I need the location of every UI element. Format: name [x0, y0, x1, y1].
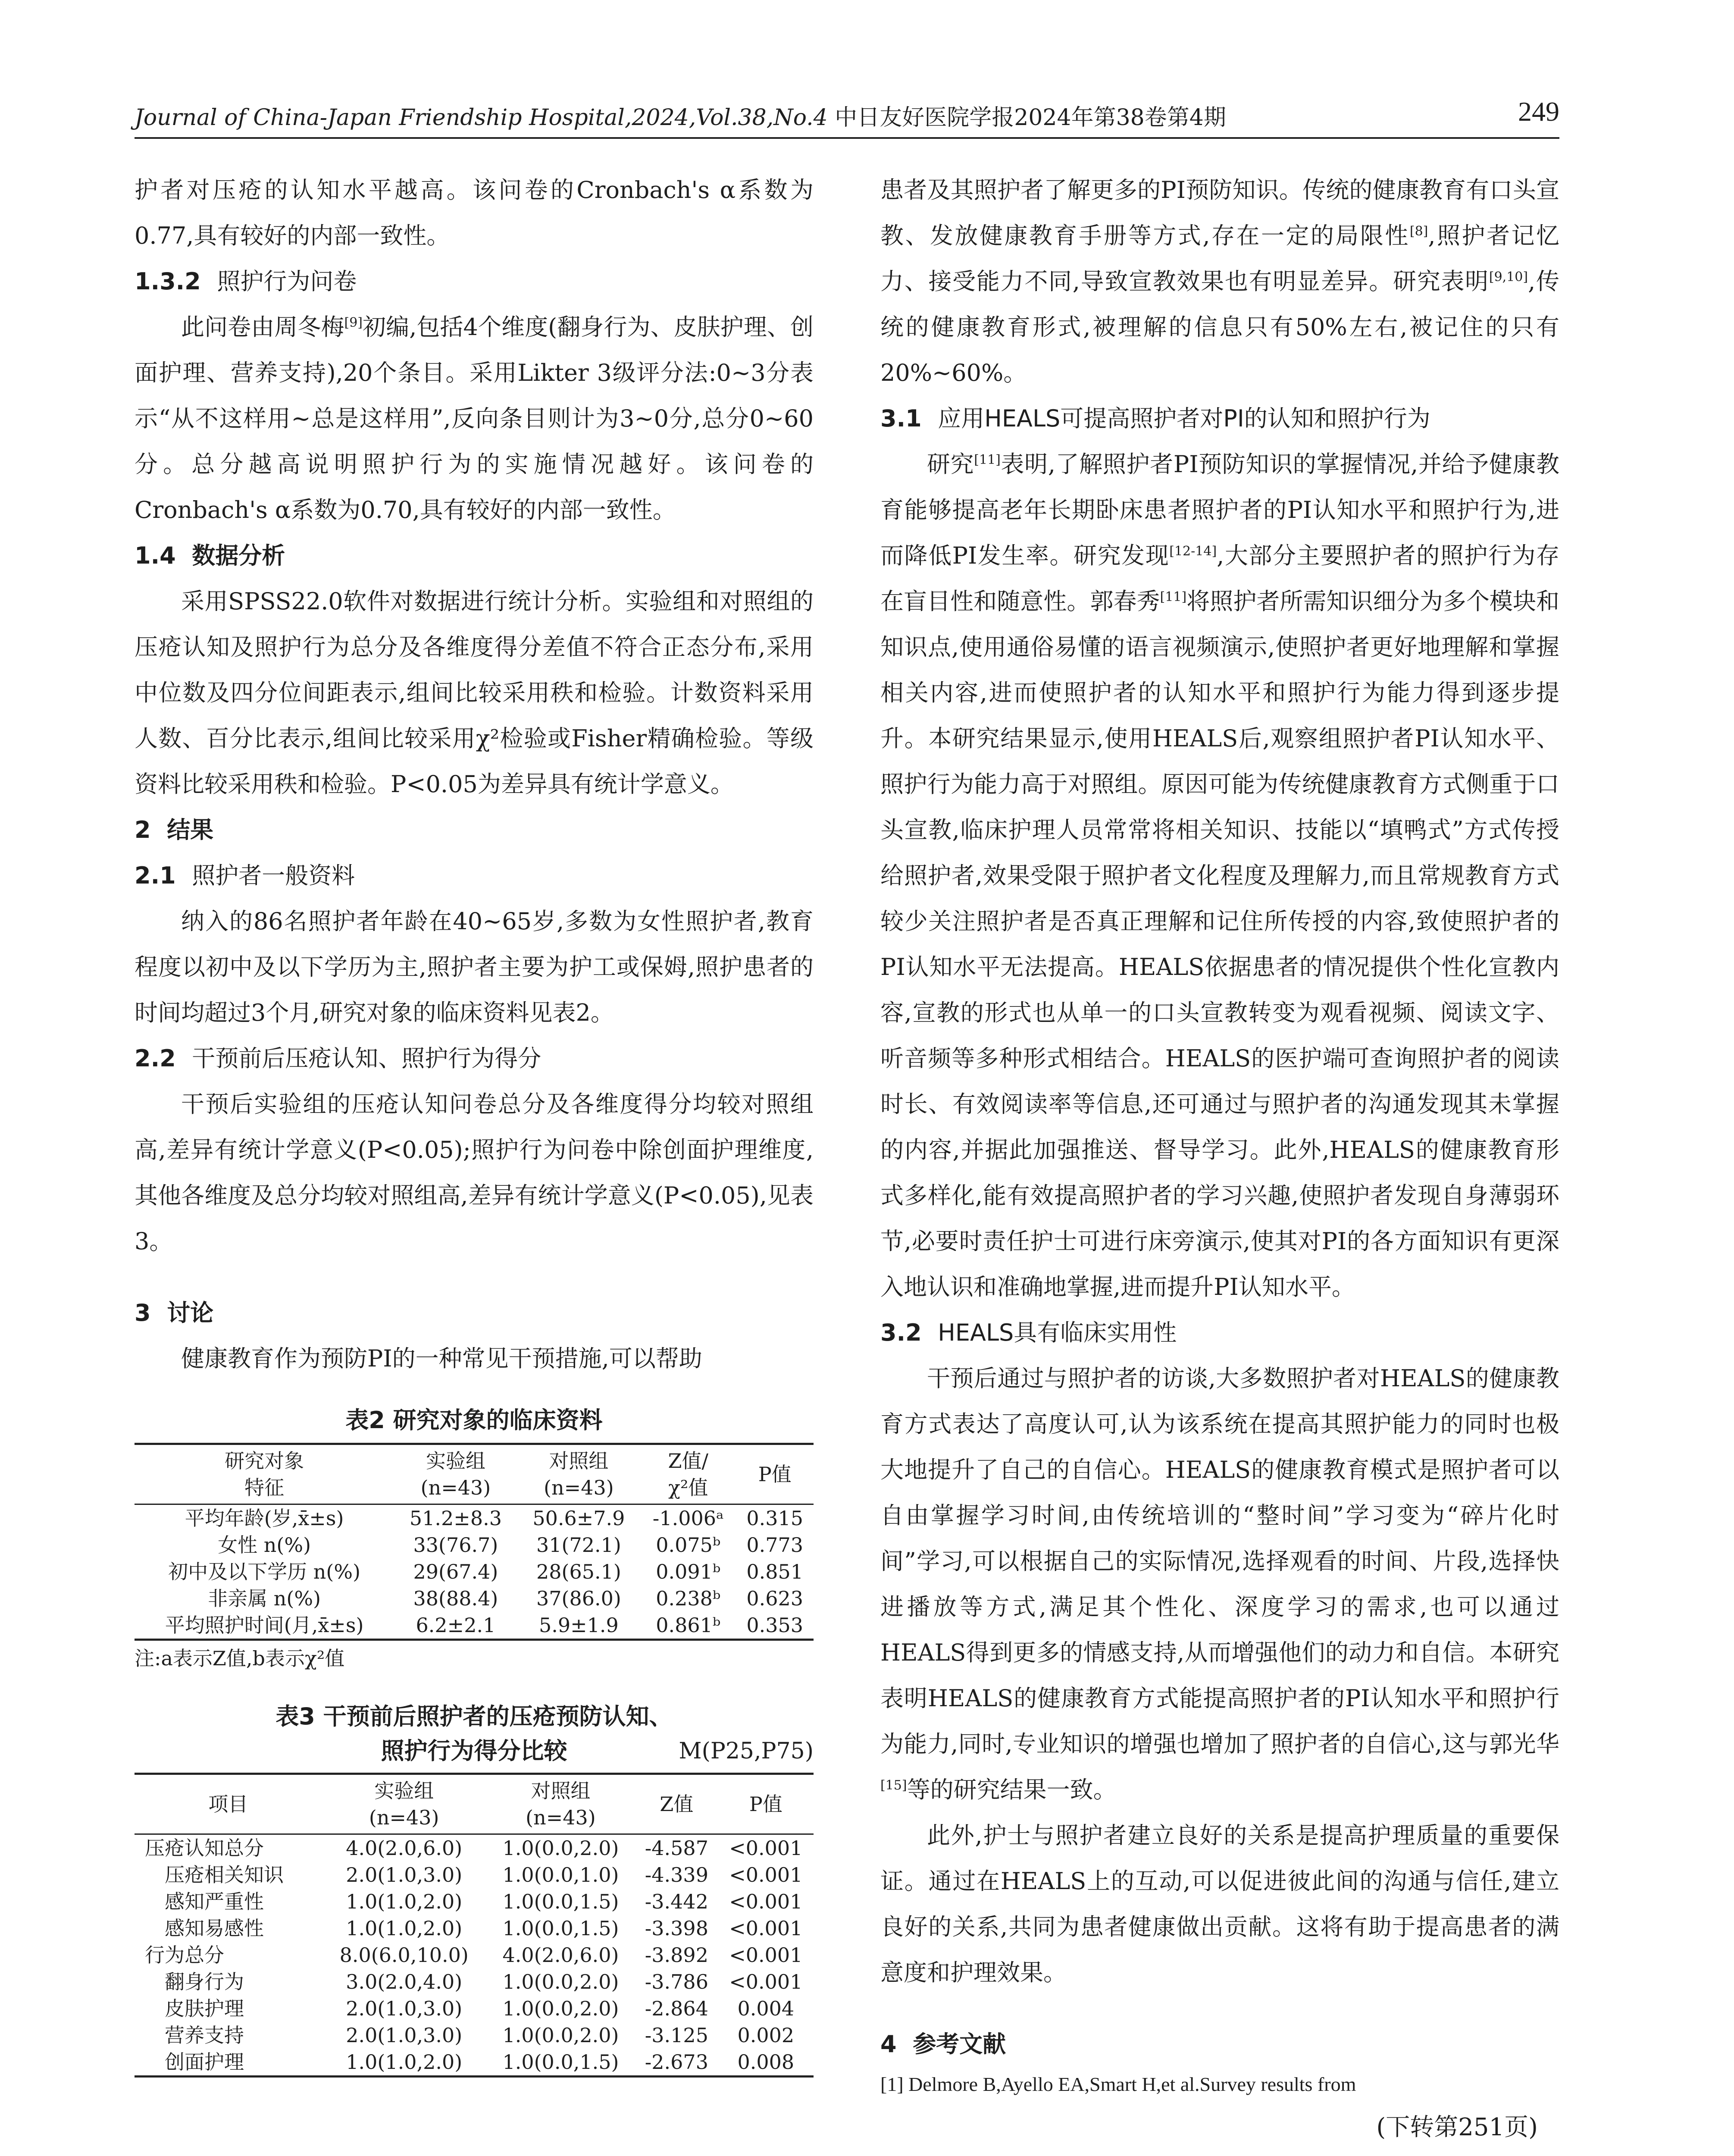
cell: -2.673 [635, 2049, 718, 2077]
section-title: 参考文献 [913, 2031, 1006, 2058]
cell: -4.339 [645, 1863, 708, 1887]
table2-note: 注:a表示Z值,b表示χ²值 [135, 1647, 345, 1670]
cell: 31(72.1) [536, 1533, 621, 1557]
text: 等的研究结果一致。 [907, 1776, 1117, 1803]
cell: 女性 n(%) [218, 1533, 311, 1557]
table-row [135, 1504, 814, 1532]
table3-header: P值 [718, 1774, 814, 1834]
table2-header [640, 1444, 736, 1504]
table-row [135, 1585, 814, 1612]
cell: 50.6±7.9 [532, 1507, 625, 1530]
table-row [135, 1861, 814, 1888]
text: 患者及其照护者了解更多的PI预防知识。传统的健康教育有口头宣教、发放健康教育手册等方式,存在一定的局限性 [880, 176, 1559, 249]
table-row [135, 1558, 814, 1585]
paragraph [880, 167, 1559, 396]
cell: <0.001 [729, 1863, 803, 1887]
cell: 压疮相关知识 [165, 1863, 284, 1887]
cell: 1.0(1.0,2.0) [322, 2049, 486, 2077]
table-row [135, 1532, 814, 1558]
paragraph [880, 442, 1559, 1310]
section-number: 1.4 [135, 542, 176, 569]
cell: 6.2±2.1 [394, 1612, 517, 1640]
cell: -2.864 [645, 1997, 708, 2020]
text: 此问卷由周冬梅 [181, 313, 344, 341]
header-ctl-n: (n=43) [526, 1806, 596, 1829]
header-exp-n: (n=43) [420, 1476, 491, 1499]
section-title: 干预前后压疮认知、照护行为得分 [192, 1045, 541, 1072]
cell: <0.001 [729, 1943, 803, 1967]
section-number: 2.2 [135, 1045, 176, 1072]
citation: [9,10] [1489, 270, 1528, 285]
table-row [135, 1888, 814, 1915]
section-number: 4 [880, 2031, 897, 2058]
cell: 翻身行为 [165, 1970, 244, 1993]
cell: 4.0(2.0,6.0) [346, 1836, 463, 1860]
journal-meta: ,2024,Vol.38,No.4 [624, 105, 828, 131]
cell: 感知易感性 [165, 1917, 264, 1940]
table2-header [394, 1444, 517, 1504]
cell: 行为总分 [145, 1943, 224, 1967]
cell: 1.0(1.0,2.0) [346, 1917, 463, 1940]
cell: 1.0(0.0,1.5) [502, 1890, 619, 1913]
section-heading [135, 1290, 814, 1336]
table3-header [322, 1774, 486, 1834]
running-header [135, 99, 1226, 132]
cell: 0.353 [736, 1612, 814, 1640]
cell: 0.008 [718, 2049, 814, 2077]
text: 将照护者所需知识细分为多个模块和知识点,使用通俗易懂的语言视频演示,使照护者更好地理解和掌握相关内容,进而使照护者的认知水平和照护行为能力得到逐步提升。本研究结果显示,使用HEALS后,观察组照护者PI认知水平、照护行为能力高于对照组。原因可能为传统健康教育方式侧重于口头宣教,临床护理人员常常将相关知识、技能以“填鸭式”方式传授给照护者,效果受限于照护者文化程度及理解力,而且常规教育方式较少关注照护者是否真正理解和记住所传授的内容,致使照护者的PI认知水平无法提高。HEALS依据患者的情况提供个性化宣教内容,宣教的形式也从单一的口头宣教转变为观看视频、阅读文字、听音频等多种形式相结合。HEALS的医护端可查询照护者的阅读时长、有效阅读率等信息,还可通过与照护者的沟通发现其未掌握的内容,并据此加强推送、督导学习。此外,HEALS的健康教育形式多样化,能有效提高照护者的学习兴趣,使照护者发现自身薄弱环节,必要时责任护士可进行床旁演示,使其对PI的各方面知识有更深入地认识和准确地掌握,进而提升PI认知水平。 [880, 588, 1560, 1300]
table3-header [486, 1774, 635, 1834]
section-heading [135, 853, 814, 899]
table-row [135, 1834, 814, 1862]
cell: 38(88.4) [413, 1587, 498, 1610]
cell: 平均年龄(岁,x̄±s) [185, 1507, 344, 1530]
cell: -3.786 [645, 1970, 708, 1993]
cell: <0.001 [729, 1917, 803, 1940]
header-subject: 研究对象 [225, 1449, 304, 1473]
section-heading [135, 533, 814, 579]
table3-title-line2: 照护行为得分比较 [381, 1737, 567, 1764]
cell: 皮肤护理 [165, 1997, 244, 2020]
table3-header: 项目 [135, 1774, 322, 1834]
cell: 51.2±8.3 [409, 1507, 502, 1530]
table3-title-line1: 表3 干预前后照护者的压疮预防认知、 [275, 1703, 673, 1730]
spacer [880, 1996, 1559, 2021]
section-title: 结果 [167, 816, 214, 843]
paragraph: 干预后实验组的压疮认知问卷总分及各维度得分均较对照组高,差异有统计学意义(P<0.05);照护行为问卷中除创面护理维度,其他各维度及总分均较对照组高,差异有统计学意义(P<0.05),见表3。 [135, 1091, 814, 1255]
paragraph [135, 304, 814, 533]
section-heading [135, 807, 814, 853]
cell: 0.004 [737, 1997, 795, 2020]
cell: 0.075ᵇ [656, 1533, 721, 1557]
text: 研究 [927, 451, 974, 478]
header-chi: χ²值 [668, 1476, 708, 1499]
citation: [15] [880, 1778, 907, 1793]
citation: [9] [344, 315, 363, 330]
cell: 0.861ᵇ [640, 1612, 736, 1640]
text: 表明,了解照护者PI预防知识的掌握情况,并给予健康教育能够提高老年长期卧床患者照护者的PI认知水平和照护行为,进而降低PI发生率。研究发现 [880, 451, 1560, 569]
cell: 0.091ᵇ [656, 1560, 721, 1583]
text: 初编,包括4个维度(翻身行为、皮肤护理、创面护理、营养支持),20个条目。采用Likter 3级评分法:0~3分表示“从不这样用~总是这样用”,反向条目则计为3~0分,总分0~60分。总分越高说明照护行为的实施情况越好。该问卷的Cronbach's α系数为0.70,具有较好的内部一致性。 [135, 313, 814, 523]
cell: 初中及以下学历 n(%) [168, 1560, 361, 1583]
table3-unit: M(P25,P75) [679, 1738, 814, 1764]
reference-item: [1] Delmore B,Ayello EA,Smart H,et al.Survey results from [880, 2073, 1356, 2095]
cell: 33(76.7) [413, 1533, 498, 1557]
text: ,大部分主要照护者的照护行为存在盲目性和随意性。郭春秀 [880, 542, 1559, 615]
section-number: 3.2 [880, 1319, 922, 1346]
citation: [8] [1409, 224, 1428, 239]
section-number: 2.1 [135, 862, 176, 889]
text: ,照护者记忆力、接受能力不同,导致宣教效果也有明显差异。研究表明 [880, 222, 1559, 295]
cell: -3.125 [645, 2024, 708, 2047]
page-number: 249 [1518, 96, 1559, 127]
cell: <0.001 [729, 1890, 803, 1913]
cell: <0.001 [729, 1836, 803, 1860]
table-row [135, 1915, 814, 1942]
header-ctl: 对照组 [531, 1779, 591, 1802]
table2-title: 表2 研究对象的临床资料 [345, 1407, 603, 1434]
table2-header: P值 [736, 1444, 814, 1504]
section-number: 3.1 [880, 405, 922, 432]
paragraph: 护者对压疮的认知水平越高。该问卷的Cronbach's α系数为0.77,具有较好的内部一致性。 [135, 176, 814, 249]
cell: 0.773 [746, 1533, 804, 1557]
cell: 创面护理 [135, 2049, 322, 2077]
right-column [880, 167, 1559, 2145]
table-row [135, 2022, 814, 2049]
section-number: 3 [135, 1299, 151, 1326]
cell: 感知严重性 [165, 1890, 264, 1913]
paragraph: 健康教育作为预防PI的一种常见干预措施,可以帮助 [181, 1345, 702, 1372]
section-title: HEALS具有临床实用性 [938, 1319, 1177, 1346]
citation: [11] [974, 452, 1001, 467]
header-exp-n: (n=43) [369, 1806, 439, 1829]
cell: 2.0(1.0,3.0) [346, 1863, 463, 1887]
cell: 29(67.4) [413, 1560, 498, 1583]
table2 [135, 1443, 814, 1641]
section-heading [880, 396, 1559, 442]
journal-title-en: Journal of China-Japan Friendship Hospital [135, 105, 625, 131]
section-title: 讨论 [167, 1299, 214, 1326]
paragraph: 采用SPSS22.0软件对数据进行统计分析。实验组和对照组的压疮认知及照护行为总分及各维度得分差值不符合正态分布,采用中位数及四分位间距表示,组间比较采用秩和检验。计数资料采用人数、百分比表示,组间比较采用χ²检验或Fisher精确检验。等级资料比较采用秩和检验。P<0.05为差异具有统计学意义。 [135, 588, 814, 798]
cell: 0.002 [737, 2024, 795, 2047]
header-exp: 实验组 [374, 1779, 434, 1802]
table2-header [517, 1444, 640, 1504]
section-title: 数据分析 [192, 542, 285, 569]
section-heading [880, 1310, 1559, 1356]
paragraph: 此外,护士与照护者建立良好的关系是提高护理质量的重要保证。通过在HEALS上的互动,可以促进彼此间的沟通与信任,建立良好的关系,共同为患者健康做出贡献。这将有助于提高患者的满意度和护理效果。 [880, 1822, 1559, 1986]
cell: 0.851 [746, 1560, 804, 1583]
cell: -3.398 [645, 1917, 708, 1940]
spacer [135, 1264, 814, 1290]
cell: -3.892 [645, 1943, 708, 1967]
section-title: 照护者一般资料 [192, 862, 355, 889]
paragraph: 纳入的86名照护者年龄在40~65岁,多数为女性照护者,教育程度以初中及以下学历为主,照护者主要为护工或保姆,照护患者的时间均超过3个月,研究对象的临床资料见表2。 [135, 908, 814, 1026]
cell: 1.0(0.0,2.0) [502, 2024, 619, 2047]
header-ctl: 对照组 [549, 1449, 609, 1473]
text: 干预后通过与照护者的访谈,大多数照护者对HEALS的健康教育方式表达了高度认可,认为该系统在提高其照护能力的同时也极大地提升了自己的自信心。HEALS的健康教育模式是照护者可以自由掌握学习时间,由传统培训的“整时间”学习变为“碎片化时间”学习,可以根据自己的实际情况,选择观看的时间、片段,选择快进播放等方式,满足其个性化、深度学习的需求,也可以通过HEALS得到更多的情感支持,从而增强他们的动力和自信。本研究表明HEALS的健康教育方式能提高照护者的PI认知水平和照护行为能力,同时,专业知识的增强也增加了照护者的自信心,这与郭光华 [880, 1365, 1559, 1758]
table-row [135, 1968, 814, 1995]
table-row [135, 1995, 814, 2022]
header-exp: 实验组 [426, 1449, 485, 1473]
section-title: 照护行为问卷 [217, 268, 357, 295]
text: ,传统的健康教育形式,被理解的信息只有50%左右,被记住的只有20%~60%。 [880, 268, 1559, 386]
cell: 4.0(2.0,6.0) [502, 1943, 619, 1967]
left-column [135, 167, 814, 2078]
header-ctl-n: (n=43) [544, 1476, 614, 1499]
cell: 非亲属 n(%) [208, 1587, 321, 1610]
cell: 2.0(1.0,3.0) [346, 1997, 463, 2020]
header-rule [135, 137, 1559, 139]
cell: 0.623 [746, 1587, 804, 1610]
cell: 平均照护时间(月,x̄±s) [135, 1612, 394, 1640]
section-number: 1.3.2 [135, 268, 201, 295]
cell: 3.0(2.0,4.0) [346, 1970, 463, 1993]
section-heading [135, 1036, 814, 1081]
cell: 5.9±1.9 [517, 1612, 640, 1640]
table3-header: Z值 [635, 1774, 718, 1834]
section-number: 2 [135, 816, 151, 843]
cell: 8.0(6.0,10.0) [339, 1943, 469, 1967]
cell: 1.0(1.0,2.0) [346, 1890, 463, 1913]
cell: 1.0(0.0,1.5) [486, 2049, 635, 2077]
section-heading [880, 2021, 1559, 2067]
cell: 1.0(0.0,1.5) [502, 1917, 619, 1940]
citation: [12-14] [1169, 544, 1217, 559]
table-row [135, 1612, 814, 1640]
cell: 1.0(0.0,2.0) [502, 1836, 619, 1860]
cell: 0.238ᵇ [656, 1587, 721, 1610]
table3-title-block [135, 1699, 814, 1768]
cell: <0.001 [729, 1970, 803, 1993]
section-title: 应用HEALS可提高照护者对PI的认知和照护行为 [938, 405, 1430, 432]
journal-title-cn: 中日友好医院学报2024年第38卷第4期 [835, 105, 1226, 131]
table-row [135, 1942, 814, 1968]
cell: -3.442 [645, 1890, 708, 1913]
cell: -4.587 [645, 1836, 708, 1860]
cell: 压疮认知总分 [145, 1836, 264, 1860]
cell: 37(86.0) [536, 1587, 621, 1610]
cell: 营养支持 [165, 2024, 244, 2047]
header-z: Z值/ [668, 1449, 708, 1473]
cell: 0.315 [746, 1507, 804, 1530]
table3 [135, 1773, 814, 2078]
cell: 1.0(0.0,1.0) [502, 1863, 619, 1887]
table2-header [135, 1444, 394, 1504]
cell: 1.0(0.0,2.0) [502, 1970, 619, 1993]
cell: 2.0(1.0,3.0) [346, 2024, 463, 2047]
paragraph [880, 1356, 1559, 1813]
cell: 28(65.1) [536, 1560, 621, 1583]
citation: [11] [1160, 589, 1187, 605]
continued-note: (下转第251页) [1376, 2113, 1538, 2141]
section-heading [135, 259, 814, 304]
header-feature: 特征 [244, 1476, 285, 1499]
cell: 1.0(0.0,2.0) [502, 1997, 619, 2020]
table-row [135, 2049, 814, 2077]
cell: -1.006ᵃ [652, 1507, 724, 1530]
